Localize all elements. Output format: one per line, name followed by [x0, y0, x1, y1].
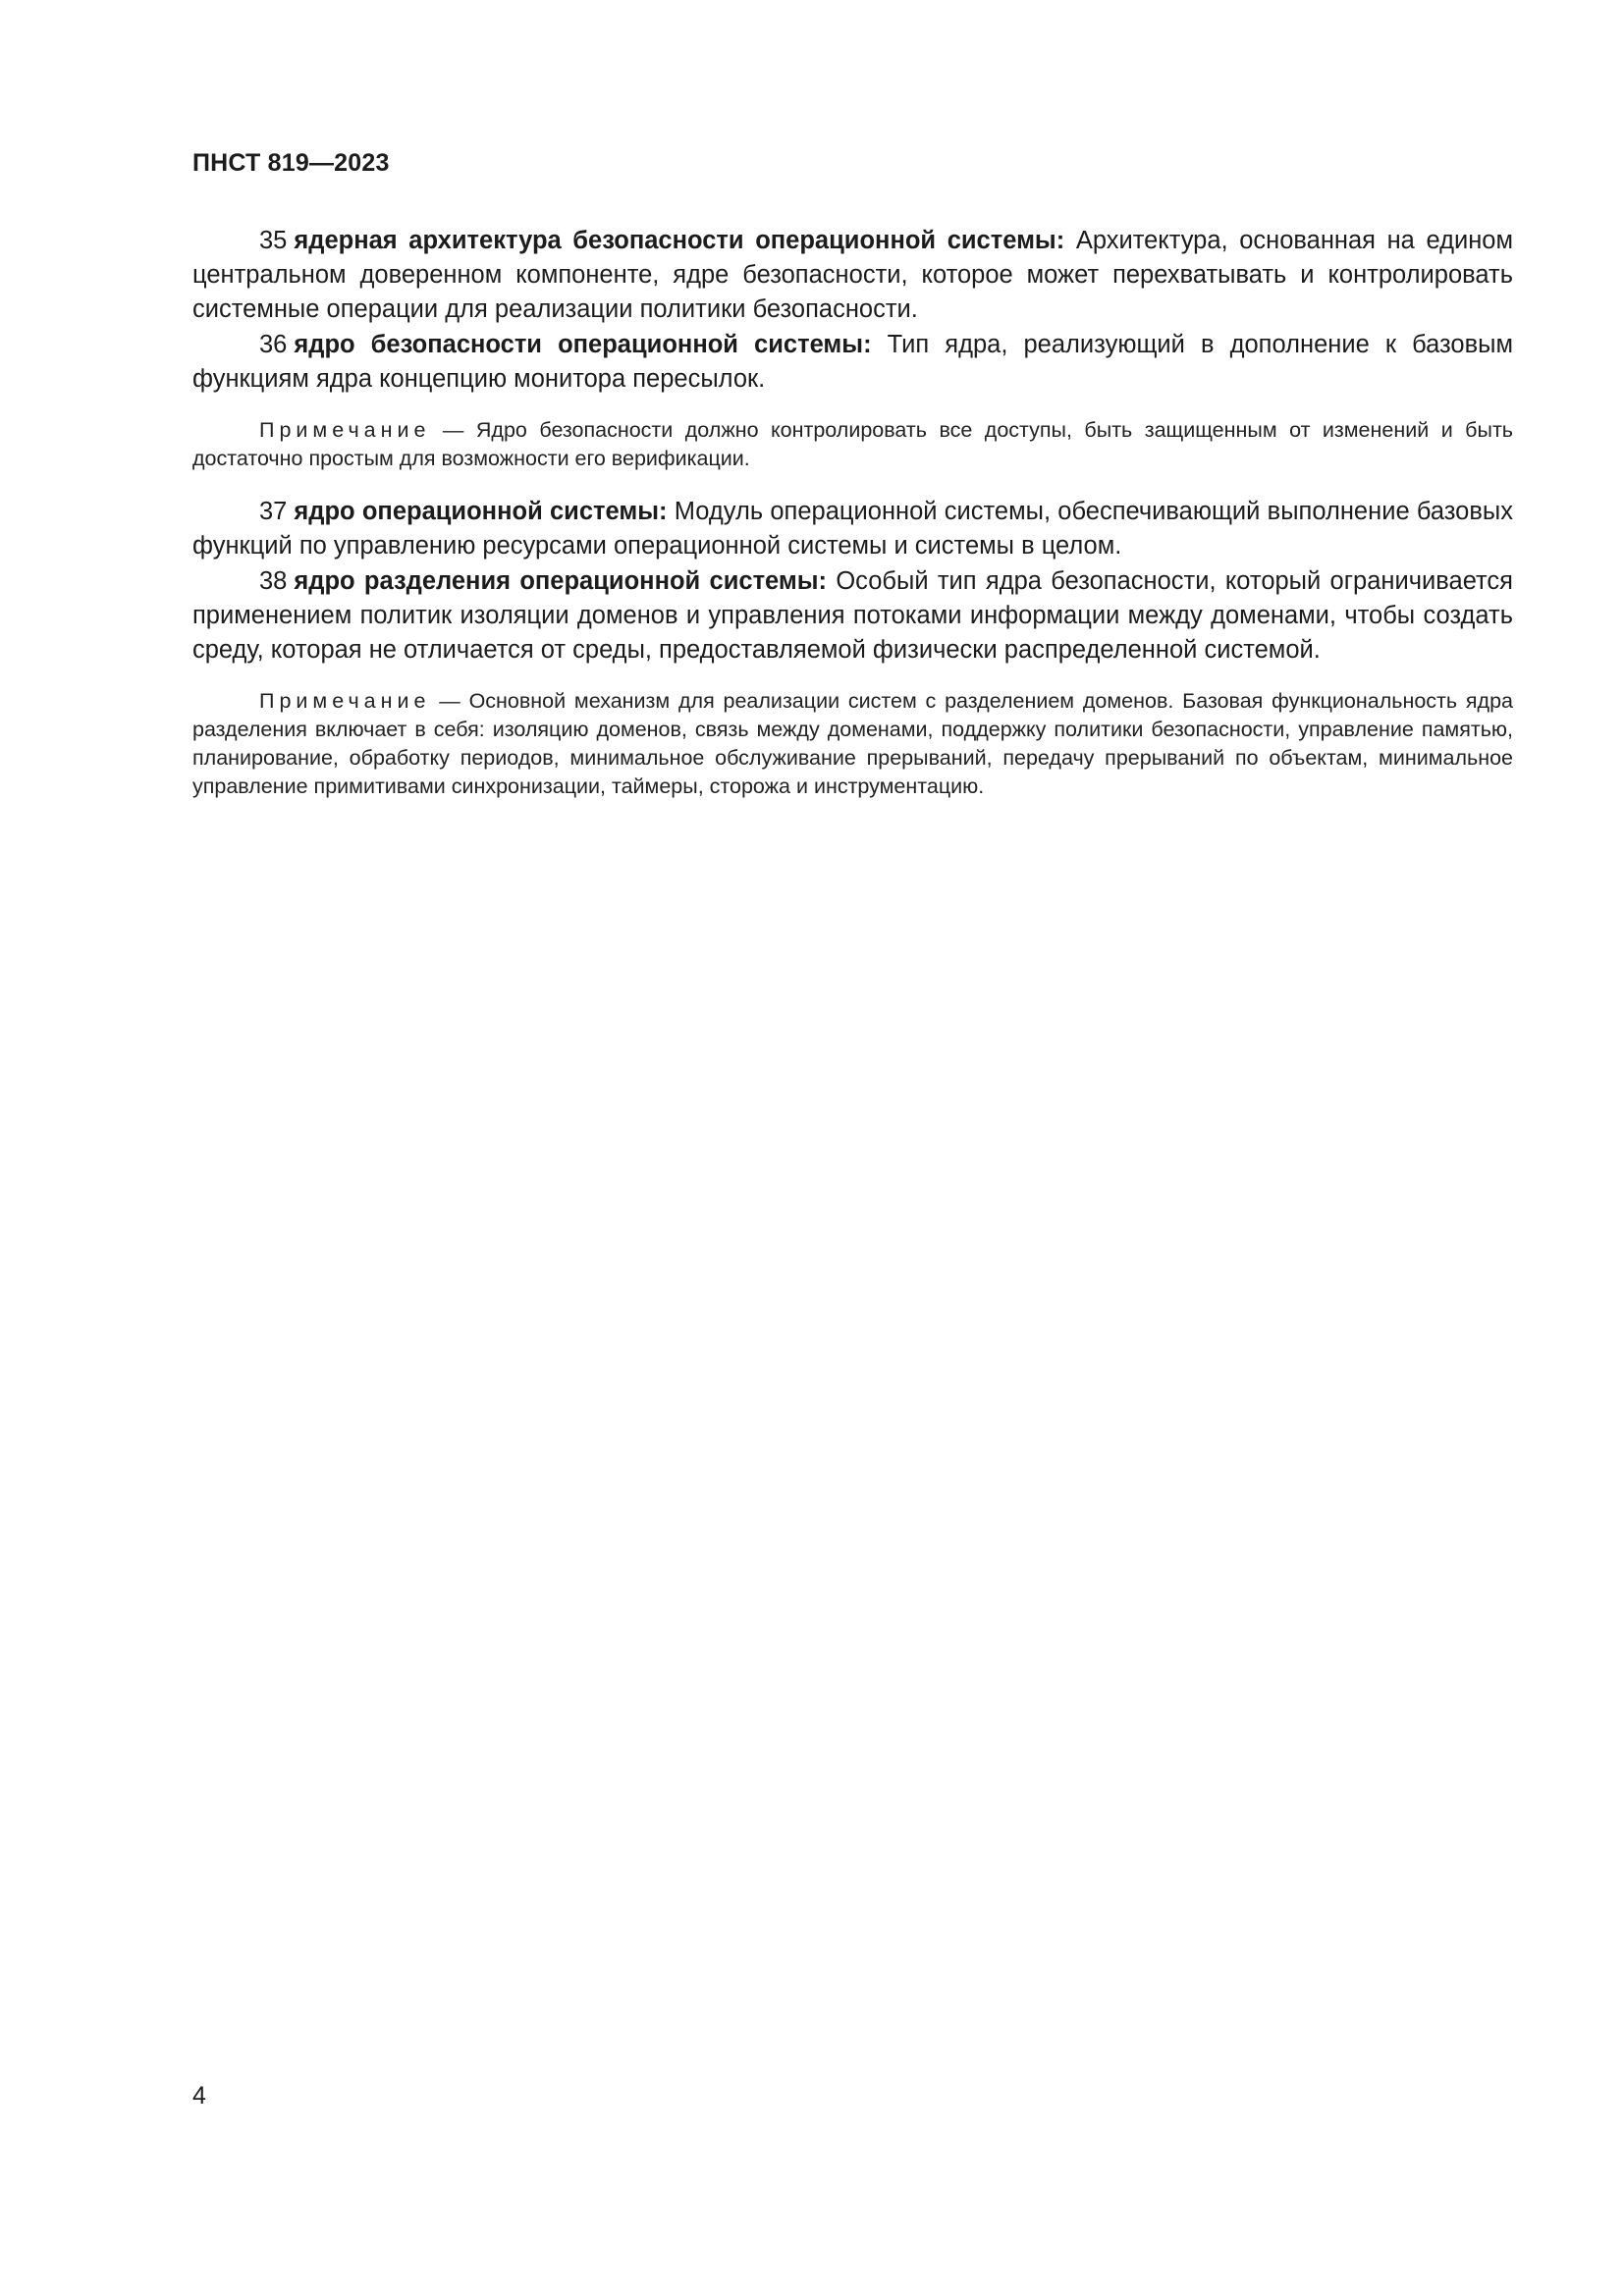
document-header: ПНСТ 819—2023	[192, 149, 390, 177]
term-number: 37	[259, 498, 288, 525]
document-body	[192, 224, 1513, 823]
term-entry-35	[192, 224, 1513, 327]
term-title: ядерная архитектура безопасности операционной системы:	[294, 227, 1065, 254]
note-text: Основной механизм для реализации систем с разделением доменов. Базовая функциональность ядра разделения включает в себя: изоляцию доменов, связь между доменами, поддержку политики безопасности, управление памятью, планирование, обработку периодов, минимальное обслуживание прерываний, передачу прерываний по объектам, минимальное управление примитивами синхронизации, таймеры, сторожа и инструментацию.	[192, 689, 1513, 798]
page-number: 4	[192, 2082, 206, 2109]
term-title: ядро операционной системы:	[294, 498, 668, 525]
term-definition: Модуль операционной системы, обеспечивающий выполнение базовых функций по управлению ресурсами операционной системы и системы в целом.	[192, 498, 1513, 560]
note-entry-38	[192, 687, 1513, 801]
term-number: 35	[259, 227, 288, 254]
term-number: 36	[259, 331, 288, 358]
term-definition: Особый тип ядра безопасности, который ограничивается применением политик изоляции доменов и управления потоками информации между доменами, чтобы создать среду, которая не отличается от среды, предоставляемой физически распределенной системой.	[192, 567, 1513, 664]
term-definition: Архитектура, основанная на едином центральном доверенном компоненте, ядре безопасности, которое может перехватывать и контролировать системные операции для реализации политики безопасности.	[192, 227, 1513, 323]
term-entry-36	[192, 328, 1513, 397]
term-title: ядро безопасности операционной системы:	[294, 331, 872, 358]
note-dash: —	[430, 418, 476, 442]
term-entry-37	[192, 495, 1513, 563]
note-text: Ядро безопасности должно контролировать все доступы, быть защищенным от изменений и быть достаточно простым для возможности его верификации.	[192, 418, 1513, 470]
term-number: 38	[259, 567, 288, 595]
term-entry-38	[192, 564, 1513, 667]
note-entry-36	[192, 416, 1513, 473]
note-dash: —	[430, 689, 469, 713]
note-label: Примечание	[259, 689, 431, 713]
term-title: ядро разделения операционной системы:	[294, 567, 828, 595]
term-definition: Тип ядра, реализующий в дополнение к базовым функциям ядра концепцию монитора пересылок.	[192, 331, 1514, 393]
note-label: Примечание	[259, 418, 431, 442]
